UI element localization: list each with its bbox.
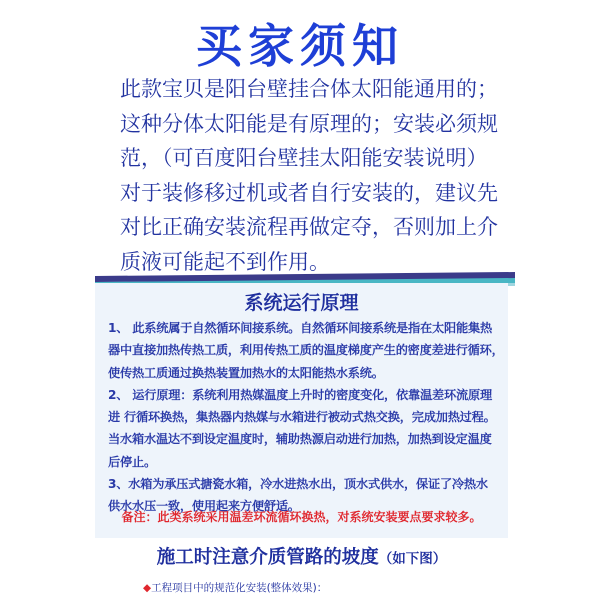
intro-line: 质液可能起不到作用。 (120, 249, 330, 274)
diamond-bullet-icon: ◆ (143, 582, 152, 594)
intro-line: 范，（可百度阳台壁挂太阳能安装说明） (120, 146, 488, 170)
intro-paragraph (120, 72, 540, 279)
slope-heading-main: 施工时注意介质管路的坡度 (156, 547, 379, 568)
page-title: 买家须知 (196, 19, 404, 73)
principle-line: 进 行循环换热，集热器内热媒与水箱进行被动式热交换，完成加热过程。 (108, 410, 496, 425)
principle-line: 2、 运行原理：系统利用热媒温度上升时的密度变化，依靠温差环流原理 (108, 387, 492, 402)
remark-note: 备注：此类系统采用温差环流循环换热，对系统安装要点要求较多。 (121, 510, 482, 524)
footnote-text: 工程项目中的规范化安装(整体效果)： (151, 582, 328, 594)
principle-line: 当水箱水温达不到设定温度时，辅助热源启动进行加热，加热到设定温度 (108, 432, 492, 447)
principle-line: 供水水压一致，使用起来方便舒适。 (108, 499, 300, 514)
principle-line: 使传热工质通过换热装置加热水的太阳能热水系统。 (108, 365, 384, 380)
principle-line: 1、 此系统属于自然循环间接系统。自然循环间接系统是指在太阳能集热 (108, 321, 492, 335)
intro-line: 对于装修移过机或者自行安装的，建议先 (120, 180, 498, 205)
intro-line: 这种分体太阳能是有原理的；安装必须规 (120, 111, 498, 136)
principle-line: 后停止。 (108, 454, 156, 469)
slope-heading (95, 543, 508, 569)
intro-line: 此款宝贝是阳台壁挂合体太阳能通用的； (120, 77, 498, 101)
slope-heading-sub: （如下图） (378, 551, 447, 567)
intro-line: 对比正确安装流程再做定夺，否则加上介 (120, 215, 498, 239)
principle-line: 器中直接加热传热工质，利用传热工质的温度梯度产生的密度差进行循环， (108, 343, 504, 358)
footnote (143, 580, 327, 595)
section-title: 系统运行原理 (244, 292, 359, 314)
principle-line: 3、水箱为承压式搪瓷水箱，冷水进热水出，顶水式供水，保证了冷热水 (108, 477, 488, 492)
principle-text (108, 317, 506, 518)
